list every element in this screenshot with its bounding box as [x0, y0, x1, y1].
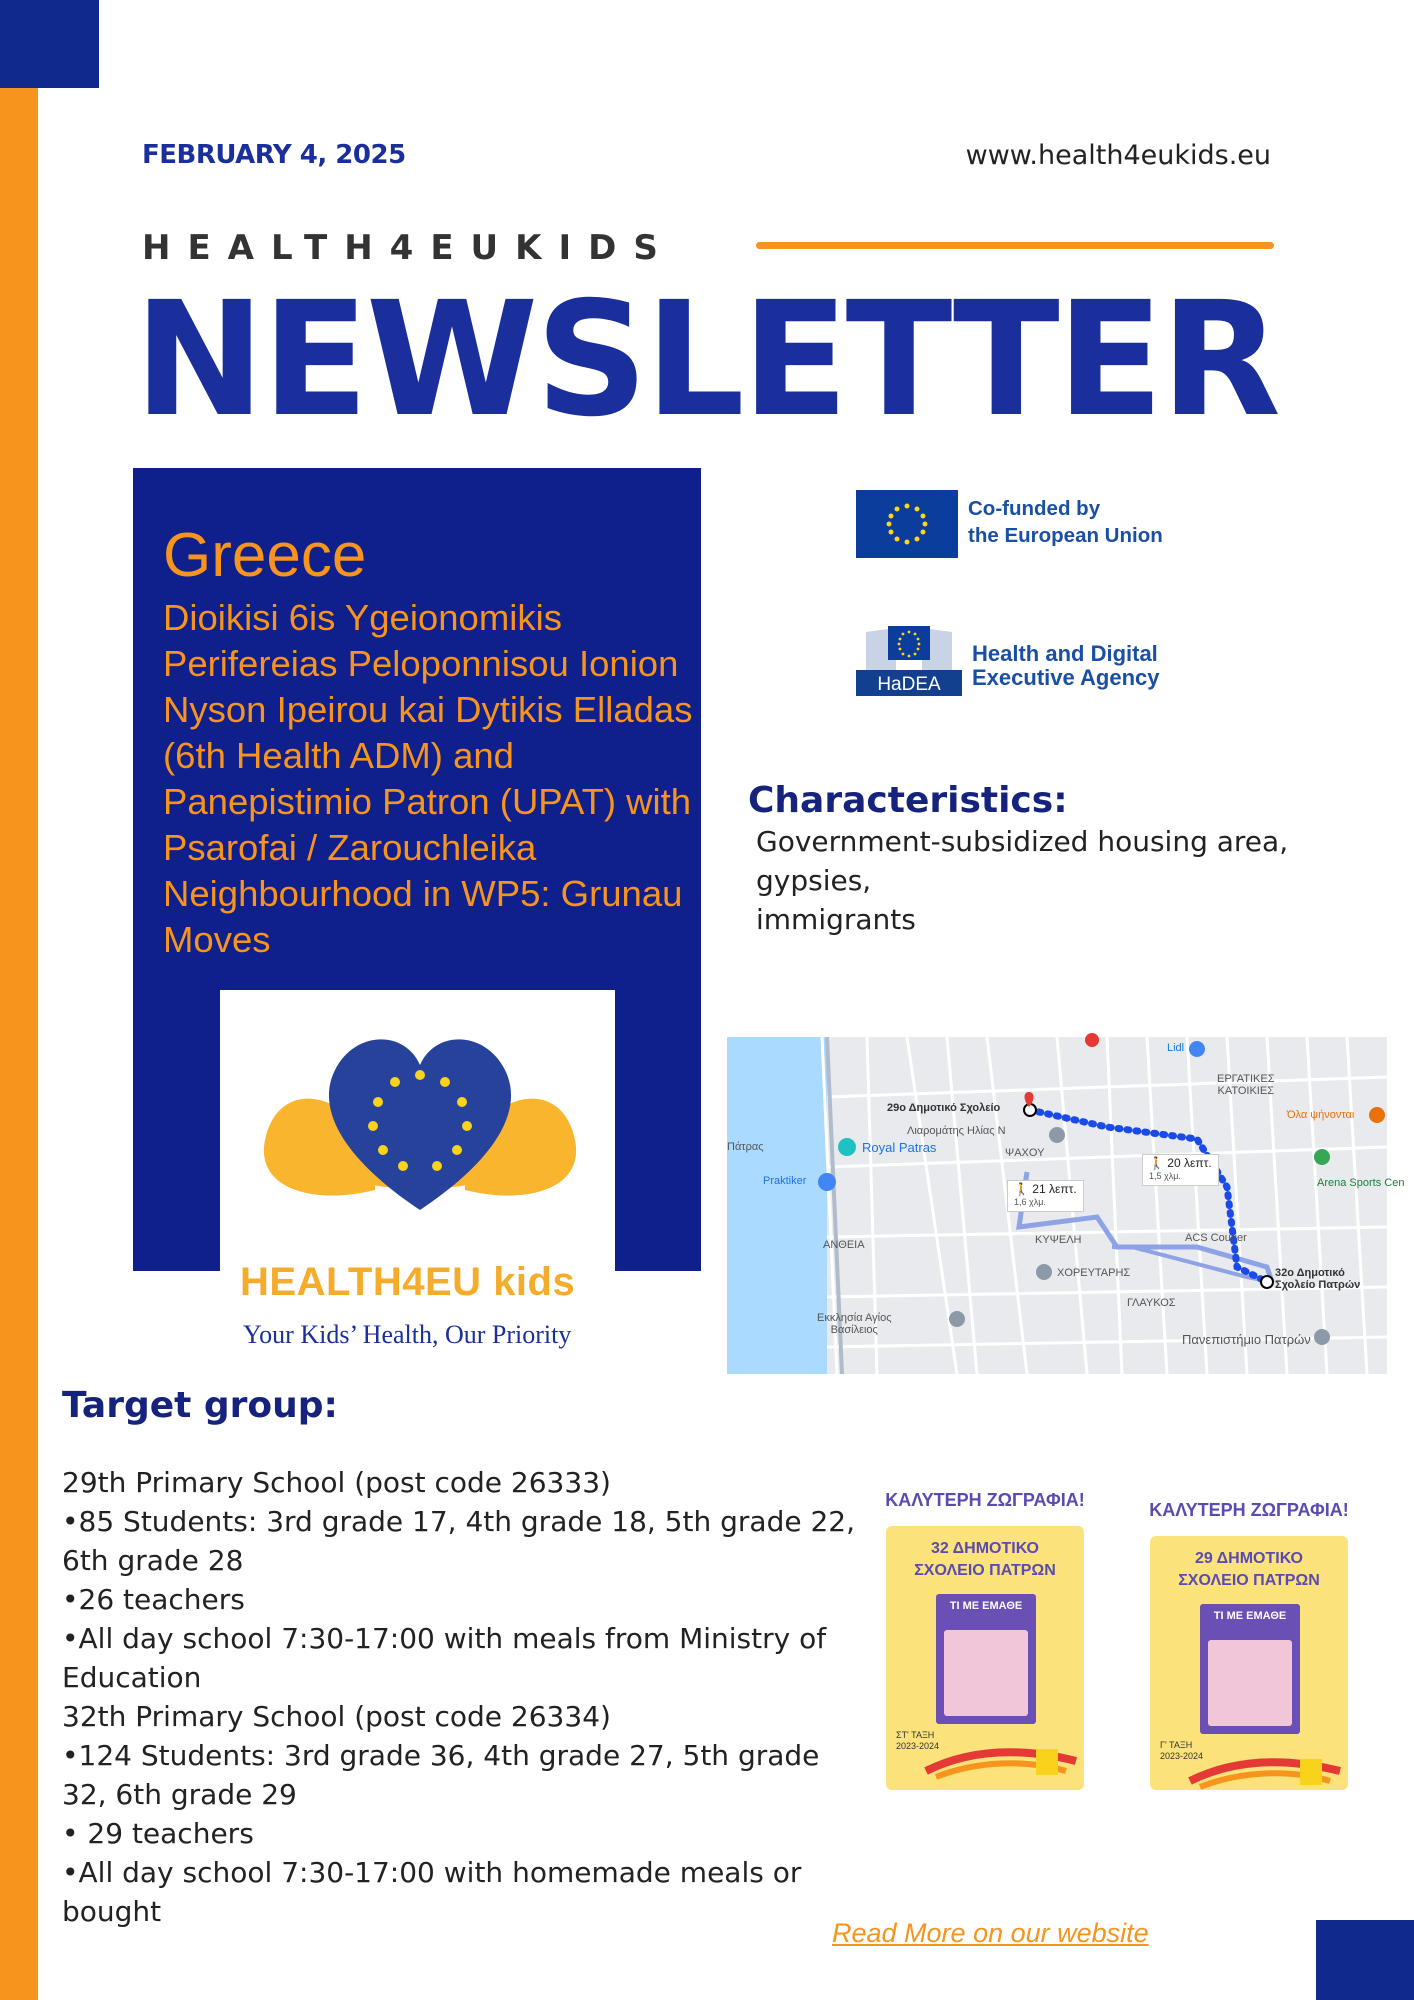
map-label-school32	[1275, 1267, 1360, 1291]
hadea-label	[972, 642, 1160, 690]
route-card-long[interactable]	[1007, 1180, 1084, 1212]
map-label-acs: ACS Courier	[1185, 1232, 1247, 1244]
map-label-horeftaris: ΧΟΡΕΥΤΑΡΗΣ	[1057, 1267, 1131, 1279]
map-label-psachou: ΨΑΧΟΥ	[1005, 1147, 1045, 1159]
walk-icon: 🚶	[1014, 1182, 1029, 1196]
poster-class-line: Γ' ΤΑΞΗ	[1160, 1740, 1193, 1750]
poster-book	[936, 1594, 1036, 1724]
target-line: •All day school 7:30-17:00 with meals from Ministry of Education	[62, 1622, 827, 1694]
characteristic-line: gypsies,	[756, 864, 872, 897]
heart-logo-icon	[255, 1020, 585, 1220]
project-logo-name	[240, 1260, 575, 1305]
characteristic-line: immigrants	[756, 903, 916, 936]
drawing-poster-29	[1138, 1500, 1360, 1820]
brand-name: HEALTH4EUKIDS	[142, 228, 675, 268]
logo-name-main: HEALTH4EU	[240, 1260, 482, 1304]
target-line: 32th Primary School (post code 26334)	[62, 1700, 611, 1733]
corner-block-top-left	[0, 0, 99, 88]
target-line: •124 Students: 3rd grade 36, 4th grade 27, 5th grade 32, 6th grade 29	[62, 1739, 820, 1811]
map-label-patras: Πάτρας	[727, 1141, 764, 1153]
map-label-school29: 29ο Δημοτικό Σχολείο	[887, 1102, 1001, 1114]
poster-school-line1: 32 ΔΗΜΟΤΙΚΟ	[931, 1540, 1039, 1557]
target-line: • 29 teachers	[62, 1817, 254, 1850]
map-label-royal-patras: Royal Patras	[862, 1140, 937, 1155]
characteristic-line: Government-subsidized housing area,	[756, 825, 1289, 858]
target-line: •26 teachers	[62, 1583, 245, 1616]
newsletter-title: NEWSLETTER	[134, 268, 1279, 452]
hadea-logo-icon	[856, 620, 962, 696]
paintbrush-icon	[926, 1741, 1076, 1781]
map-label-glafkos: ΓΛΑΥΚΟΣ	[1127, 1297, 1176, 1309]
poster-book-title: ΤΙ ΜΕ ΕΜΑΘΕ	[949, 1600, 1023, 1612]
route-map[interactable]	[727, 1037, 1405, 1374]
hadea-label-line2: Executive Agency	[972, 665, 1160, 690]
partner-description: Dioikisi 6is Ygeionomikis Perifereias Peloponnisou Ionion Nyson Ipeirou kai Dytikis Elladas (6th Health ADM) and Panepistimio Patron (UPAT) with Psarofai / Zarouchleika Neighbourhood in WP5: Grunau Moves	[163, 597, 693, 960]
left-accent-bar	[0, 88, 38, 2000]
route-short-time: 20 λεπτ.	[1167, 1156, 1212, 1170]
map-label-lidl: Lidl	[1167, 1042, 1185, 1054]
read-more-link[interactable]: Read More on our website	[832, 1918, 1149, 1948]
map-label-church-line1: Εκκλησία Αγίος	[817, 1312, 892, 1324]
poster-body	[1150, 1536, 1348, 1790]
poster-book	[1200, 1604, 1300, 1734]
target-line: •85 Students: 3rd grade 17, 4th grade 18, 5th grade 22, 6th grade 28	[62, 1505, 855, 1577]
map-label-workers-line1: ΕΡΓΑΤΙΚΕΣ	[1217, 1073, 1275, 1085]
map-label-kypseli: ΚΥΨΕΛΗ	[1035, 1234, 1082, 1246]
drawing-poster-32	[874, 1490, 1096, 1820]
target-group-heading: Target group:	[62, 1385, 338, 1426]
poster-school-line2: ΣΧΟΛΕΙΟ ΠΑΤΡΩΝ	[914, 1562, 1056, 1579]
eu-flag-icon	[856, 490, 958, 558]
map-label-ola: Όλα ψήνονται	[1287, 1109, 1355, 1121]
map-label-workers-housing	[1217, 1073, 1275, 1097]
issue-date: FEBRUARY 4, 2025	[142, 140, 406, 170]
poster-book-title: ΤΙ ΜΕ ΕΜΑΘΕ	[1213, 1610, 1287, 1622]
logo-name-suffix: kids	[493, 1260, 576, 1304]
country-name: Greece	[163, 521, 367, 590]
map-label-church-line2: Βασίλειος	[830, 1324, 878, 1336]
route-long-distance: 1,6 χλμ.	[1014, 1197, 1046, 1207]
poster-artwork	[944, 1630, 1028, 1716]
poster-years: 2023-2024	[896, 1741, 940, 1751]
corner-block-bottom-right	[1316, 1920, 1414, 2000]
poster-body	[886, 1526, 1084, 1790]
map-label-liaromatis: Λιαρομάτης Ηλίας Ν	[907, 1125, 1006, 1137]
project-tagline: Your Kids’ Health, Our Priority	[243, 1320, 572, 1349]
route-long-time: 21 λεπτ.	[1032, 1182, 1077, 1196]
eu-label-line1: Co-funded by	[968, 497, 1101, 520]
map-label-church	[817, 1312, 892, 1336]
map-label-workers-line2: ΚΑΤΟΙΚΙΕΣ	[1217, 1085, 1275, 1097]
map-label-arena: Arena Sports Cen	[1317, 1177, 1405, 1189]
hadea-badge-text: HaDEA	[877, 674, 941, 695]
walk-icon: 🚶	[1149, 1156, 1164, 1170]
poster-school	[1150, 1548, 1348, 1592]
poster-years: 2023-2024	[1160, 1751, 1204, 1761]
characteristics-heading: Characteristics:	[748, 780, 1068, 821]
map-label-anthia: ΑΝΘΕΙΑ	[823, 1239, 865, 1251]
eu-label-line2: the European Union	[968, 524, 1163, 547]
map-label-school32-line2: Σχολείο Πατρών	[1275, 1279, 1361, 1291]
poster-school-line2: ΣΧΟΛΕΙΟ ΠΑΤΡΩΝ	[1178, 1572, 1320, 1589]
route-short-distance: 1,5 χλμ.	[1149, 1171, 1181, 1181]
target-group-list	[62, 1463, 862, 1931]
header-divider	[756, 242, 1274, 249]
map-label-praktiker: Praktiker	[763, 1175, 807, 1187]
poster-title: ΚΑΛΥΤΕΡΗ ΖΩΓΡΑΦΙΑ!	[1149, 1500, 1349, 1520]
map-label-university: Πανεπιστήμιο Πατρών	[1182, 1332, 1311, 1347]
map-label-school32-line1: 32ο Δημοτικό	[1275, 1267, 1345, 1279]
hadea-label-line1: Health and Digital	[972, 641, 1158, 666]
route-card-short[interactable]	[1142, 1154, 1219, 1186]
poster-title: ΚΑΛΥΤΕΡΗ ΖΩΓΡΑΦΙΑ!	[885, 1490, 1085, 1510]
eu-funding-label	[968, 495, 1163, 549]
paintbrush-icon	[1190, 1751, 1340, 1791]
poster-artwork	[1208, 1640, 1292, 1726]
poster-class-line: ΣΤ' ΤΑΞΗ	[896, 1730, 935, 1740]
target-line: 29th Primary School (post code 26333)	[62, 1466, 611, 1499]
website-url[interactable]: www.health4eukids.eu	[965, 140, 1271, 171]
characteristics-list	[756, 822, 1288, 939]
poster-school	[886, 1538, 1084, 1582]
target-line: •All day school 7:30-17:00 with homemade meals or bought	[62, 1856, 802, 1928]
poster-school-line1: 29 ΔΗΜΟΤΙΚΟ	[1195, 1550, 1303, 1567]
